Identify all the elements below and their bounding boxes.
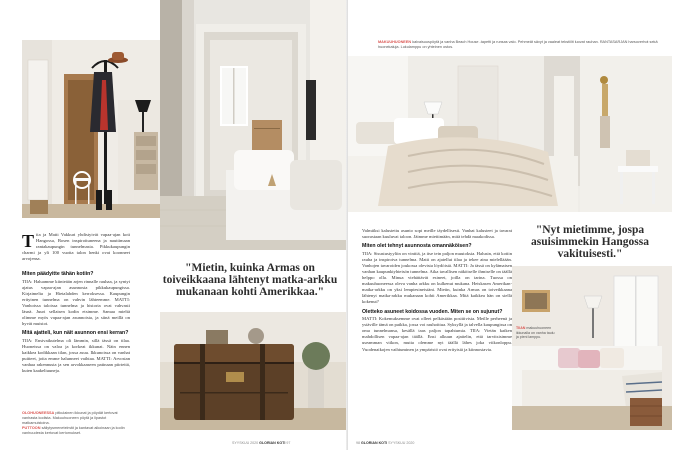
left-folio-page: 97 xyxy=(286,441,291,445)
left-pull-quote: "Mietin, kuinka Armas on toiveikkaana lähtenyt matka-arkku mukanaan kohti Amerikkaa." xyxy=(162,262,338,299)
trunk-photo xyxy=(160,312,346,430)
left-folio xyxy=(232,441,290,445)
question-heading-4: Oletteko asuneet koidossa vuoden. Miten se on sujunut? xyxy=(362,308,503,315)
right-caption-text: kalvaisuuspöytä ja vanha Beach House -tapetti ja runsas valo. Pehmeät sävyt ja vaaleat tekstiilit luovat rauhan. RANTASARJAN harsoverhot sekä huonekaluja. Lukulamppu on yhteinen ostos. xyxy=(378,40,658,49)
caption-text-1: pitkulainen ikkunat ja pöydät kertovat vanhasta kodista. Makuuhuoneen pöytä ja lipastot matkamuistoina. xyxy=(22,411,118,425)
intro-paragraph xyxy=(22,232,130,268)
right-opening-paragraph: Valmiiksi kalustettu asunto sopi meille täydellisesti. Vanhat kalusteet ja tavarat suorastaan kuuluvat taloon. Jäimme miettimään, mitä tehdä maakodissa. xyxy=(362,228,512,240)
answer-paragraph-4: MATTI: Kokemuksemme ovat olleet pelkästään positiivisia. Meille perheenä ja ystäville tämä on paikka, jossa voi rauhoittua. Syksyllä ja talvella kaupungissa on oma tunnelmansa, kesällä taas paljon tapahtumia. TIIA: Vietän kaiken mahdollisen vapaa-ajan täällä. Ensi alkuun ajattelin, että tarvitsisimme useamman viikon, mutta olemme nyt täällä lähes joka viikonloppu. Vuodenaikojen vaihtuminen ja ympäristö ovat erityisiä ja kiinnostavia. xyxy=(362,316,512,352)
doorway-photo xyxy=(160,0,346,250)
right-caption-key: MAKUUHUONEEN xyxy=(378,40,412,44)
left-caption-block xyxy=(22,411,132,441)
right-folio-page: 98 xyxy=(356,441,360,445)
caption-living-room xyxy=(22,411,132,426)
caption-key-2: PUTTOON xyxy=(22,426,41,430)
caption-key-1: OLOHUONEESSA xyxy=(22,411,55,415)
intro-text: iia ja Matti Vakkuri yhdistyivät vapaa-ajan koti Hangossa, Bosen inspiroituneena ja nauttimaan rantakaupungin tunnelmasta. Pikkukaupungin charmi ja yli 100 vuotta talon henki ovat koonneet arvojensa. xyxy=(22,232,130,262)
small-caption-key: TIIAN xyxy=(516,326,526,330)
answer-paragraph-1: TIIA: Haluamme kiinteään arjen rinnalle rauhaa, ja syntyi ajatus vapaa-ajan asunnosta pikkukaupungissa. Kirjaimelta ja Hietalahden kerroksessa. Kaupungin erityinen tunnelma on vahvin lähteemme. MATTI: Vanhoissa taloissa tunnelma ja historia ovat vahvasti läsnä. Juuri sellaisen kodin etsimme. Samaa mieltä olimme myös vapaa-ajan asunnoista, ja siinä meillä on hyvät muistot. xyxy=(22,278,130,327)
right-pull-quote: "Nyt mietimme, jospa asuisimmekin Hangossa vakituisesti." xyxy=(531,224,649,261)
right-top-caption xyxy=(378,40,670,54)
right-folio-magazine: GLORIAN KOTI xyxy=(361,441,388,445)
left-folio-date: SYYSKUU 2020 xyxy=(232,441,259,445)
right-folio xyxy=(356,441,414,445)
left-folio-magazine: GLORIAN KOTI xyxy=(259,441,286,445)
caption-putto xyxy=(22,426,132,436)
bedroom-photo xyxy=(348,56,672,212)
right-page xyxy=(348,0,696,450)
question-heading-3: Miten olet tehnyt asunnosta omannäköisen? xyxy=(362,243,472,250)
hallway-photo xyxy=(22,40,160,218)
question-heading-2: Mitä ajatteli, kun näit asunnon ensi kerran? xyxy=(22,330,129,337)
caption-text-2: säilytysmenetelmät ja kantavat aikoinaan ja kodin vanhuudesta kertovat kertomukset. xyxy=(22,426,125,435)
right-folio-date: SYYSKUU 2020 xyxy=(388,441,415,445)
small-photo-caption xyxy=(516,326,556,352)
left-column-body xyxy=(22,268,130,410)
right-column-body xyxy=(362,228,512,430)
answer-paragraph-2: TIIA: Ensivaikutelma oli lämmin, sillä tässä on tilaa. Huoneissa on valoa ja korkeat ikkunat. Näin ennen kaikkea kodikkaan tilan, jossa asuu. Ikkunoissa on vanhat puitteet, joita emme halunneet vaihtaa. MATTI: Arvostan vanhaa rakennusta ja sen arvokkaaseen patinaan piirteitä, kuten kaakeliuuneja. xyxy=(22,337,130,374)
small-caption-text: makuuhuoneen ikkunalla on vanha taulu ja pieni lamppu. xyxy=(516,326,555,340)
question-heading-1: Miten päädyitte tähän kotiin? xyxy=(22,271,94,277)
answer-paragraph-3: TIIA: Sisustustyyliin on vinttiä, ja itse tein paljon muutoksia. Halusin, että kotiin rauha ja inspiroiva tunnelma. Matti on ajatellut tilaa ja tekee aina mielelläään. Vanhojen tavaroiden joukossa olevista löydöistä. MATTI: Ja tässä on kylämaisen vanhan kaupunkiyhteisön tunnelma. Aika tavallisen näköiselle ihmiselle on täällä helppo olla. Minua viehättävät esineet, joilla on tarina. Tuossa on makuuhuoneessa oleva vanha arkku on kulkenut mukana. Heiskasen Amerikan-matka-arkku on yksi lempiesineistäni. Mietin, kuinka Armas on toiveikkaana lähtenyt matka-arkku mukanaan kohti Amerikkaa. Mitä kaikkea hän on siellä kokenut? xyxy=(362,250,512,305)
dropcap-letter: T xyxy=(22,231,35,251)
